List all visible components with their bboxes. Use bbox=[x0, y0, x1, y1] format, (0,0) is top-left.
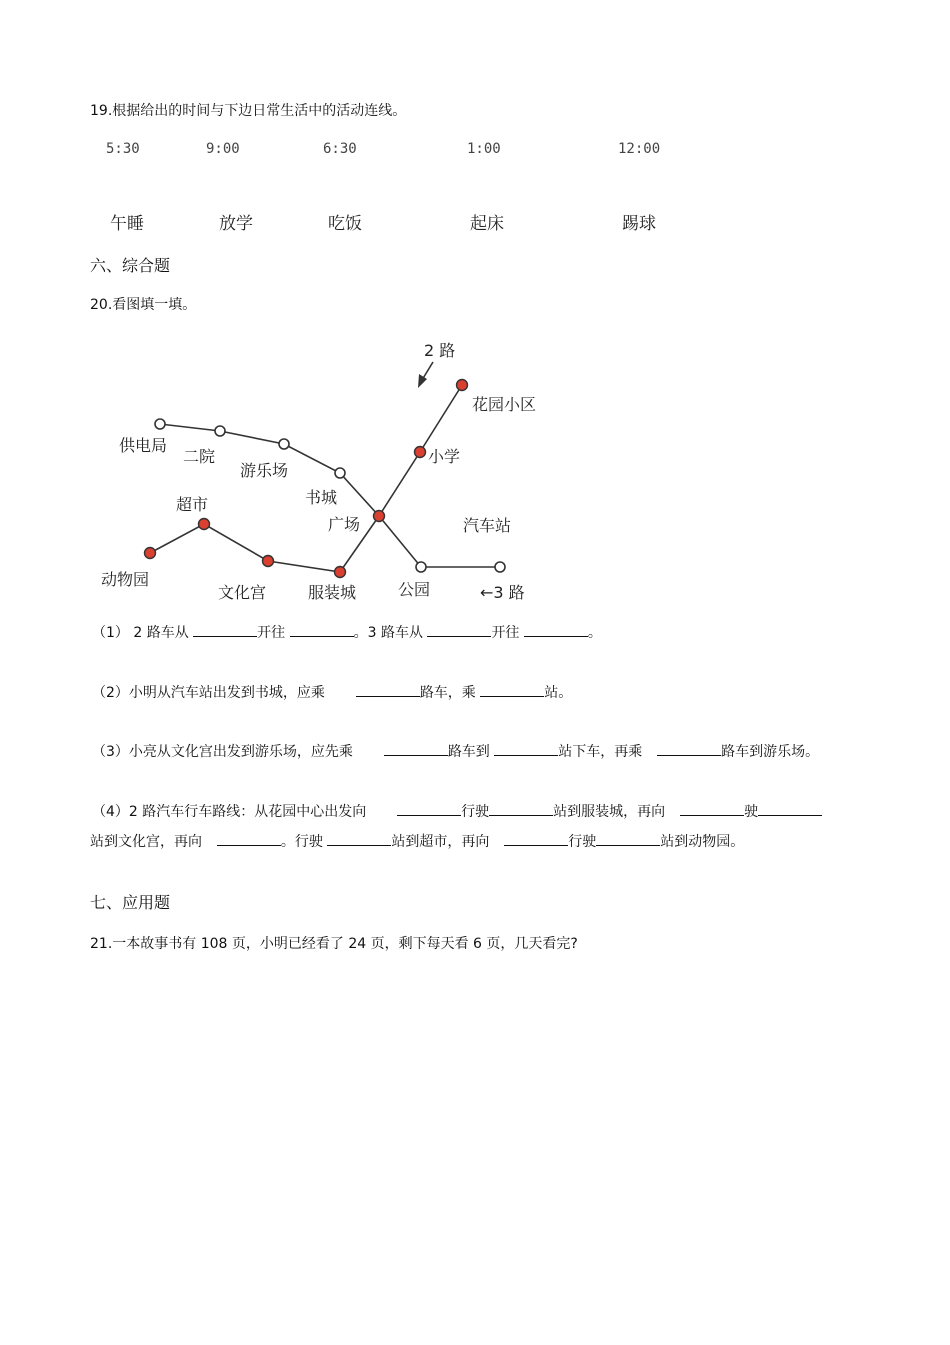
answer-blank[interactable] bbox=[524, 622, 588, 637]
station-label: 汽车站 bbox=[463, 516, 512, 535]
station-label: 花园小区 bbox=[472, 395, 537, 414]
stop-marker bbox=[335, 468, 345, 478]
answer-blank[interactable] bbox=[427, 622, 491, 637]
answer-blank[interactable] bbox=[193, 622, 257, 637]
station-label: 供电局 bbox=[119, 436, 168, 455]
stop-marker bbox=[279, 439, 289, 449]
stop-marker bbox=[457, 380, 468, 391]
answer-blank[interactable] bbox=[494, 741, 558, 756]
activity-label: 放学 bbox=[219, 214, 253, 234]
answer-blank[interactable] bbox=[356, 682, 420, 697]
station-label: 文化宫 bbox=[218, 583, 267, 602]
answer-blank[interactable] bbox=[327, 831, 391, 846]
answer-blank[interactable] bbox=[480, 682, 544, 697]
time-label: 1:00 bbox=[467, 141, 501, 157]
station-label: 游乐场 bbox=[240, 461, 289, 480]
station-label: 书城 bbox=[305, 488, 338, 507]
section-title: 七、应用题 bbox=[90, 893, 171, 912]
route2-arrow-icon bbox=[418, 362, 433, 388]
q20-sub1: （1） 2 路车从 开往 。3 路车从 开往 。 bbox=[92, 622, 602, 642]
route2-line bbox=[150, 385, 462, 572]
q20-prompt: 20.看图填一填。 bbox=[90, 297, 197, 313]
answer-blank[interactable] bbox=[657, 741, 721, 756]
q21-prompt: 21.一本故事书有 108 页，小明已经看了 24 页，剩下每天看 6 页，几天看完? bbox=[90, 936, 578, 952]
station-label: 动物园 bbox=[101, 570, 150, 589]
activity-label: 午睡 bbox=[110, 214, 144, 234]
stop-marker bbox=[416, 562, 426, 572]
answer-blank[interactable] bbox=[290, 622, 354, 637]
stop-marker bbox=[145, 548, 156, 559]
bus-route-map bbox=[95, 330, 565, 610]
activity-label: 起床 bbox=[470, 214, 504, 234]
answer-blank[interactable] bbox=[504, 831, 568, 846]
answer-blank[interactable] bbox=[384, 741, 448, 756]
q20-sub3: （3）小亮从文化宫出发到游乐场，应先乘 路车到 站下车，再乘 路车到游乐场。 bbox=[92, 741, 819, 761]
station-label: 服装城 bbox=[308, 583, 357, 602]
stop-marker bbox=[495, 562, 505, 572]
time-label: 12:00 bbox=[618, 141, 661, 157]
stop-marker bbox=[155, 419, 165, 429]
answer-blank[interactable] bbox=[758, 801, 822, 816]
stop-marker bbox=[335, 567, 346, 578]
station-label: 二院 bbox=[183, 447, 216, 466]
answer-blank[interactable] bbox=[596, 831, 660, 846]
stop-marker bbox=[215, 426, 225, 436]
route-lines bbox=[150, 385, 500, 572]
time-label: 6:30 bbox=[323, 141, 357, 157]
answer-blank[interactable] bbox=[217, 831, 281, 846]
activity-label: 踢球 bbox=[622, 214, 656, 234]
answer-blank[interactable] bbox=[397, 801, 461, 816]
q20-sub4-line1: （4）2 路汽车行车路线：从花园中心出发向 行驶 站到服装城，再向 驶 bbox=[92, 801, 822, 821]
route3-label: ←3 路 bbox=[480, 583, 525, 602]
stop-marker bbox=[263, 556, 274, 567]
section-title: 六、综合题 bbox=[90, 256, 171, 275]
station-label: 小学 bbox=[428, 447, 461, 466]
route2-label: 2 路 bbox=[424, 341, 456, 360]
answer-blank[interactable] bbox=[680, 801, 744, 816]
activity-label: 吃饭 bbox=[328, 214, 362, 234]
station-label: 公园 bbox=[398, 580, 431, 599]
stop-marker bbox=[415, 447, 426, 458]
station-label: 超市 bbox=[176, 495, 209, 514]
stop-marker bbox=[374, 511, 385, 522]
station-label: 广场 bbox=[328, 515, 361, 534]
q20-sub4-line2: 站到文化宫，再向 。行驶 站到超市，再向 行驶 站到动物园。 bbox=[90, 831, 744, 851]
q20-sub2: （2）小明从汽车站出发到书城，应乘 路车，乘 站。 bbox=[92, 682, 572, 702]
answer-blank[interactable] bbox=[489, 801, 553, 816]
time-label: 5:30 bbox=[106, 141, 140, 157]
stop-marker bbox=[199, 519, 210, 530]
q19-prompt: 19.根据给出的时间与下边日常生活中的活动连线。 bbox=[90, 103, 407, 119]
time-label: 9:00 bbox=[206, 141, 240, 157]
